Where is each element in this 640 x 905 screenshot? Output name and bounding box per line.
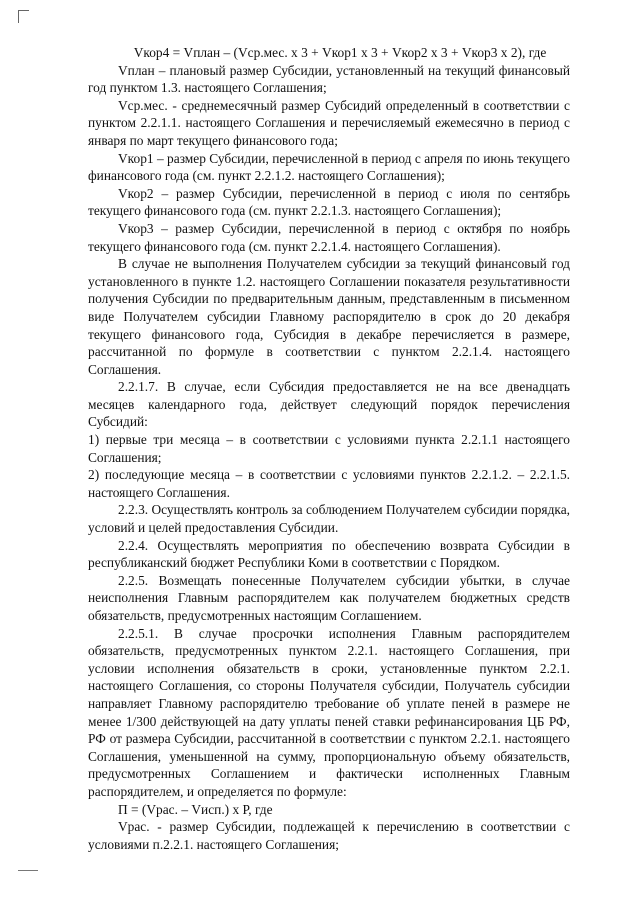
list-item-1: 1) первые три месяца – в соответствии с условиями пункта 2.2.1.1 настоящего Соглашения; xyxy=(88,432,570,465)
paragraph-vras: Vрас. - размер Субсидии, подлежащей к перечислению в соответствии с условиями п.2.2.1. настоящего Соглашения; xyxy=(88,819,570,852)
paragraph-vkor3: Vкор3 – размер Субсидии, перечисленной в период с октября по ноябрь текущего финансового года (см. пункт 2.2.1.4. настоящего Соглашения). xyxy=(88,220,570,254)
scan-edge-mark xyxy=(18,870,38,871)
list-item-2: 2) последующие месяца – в соответствии с условиями пунктов 2.2.1.2. – 2.2.1.5. настоящего Соглашения. xyxy=(88,467,570,500)
formula-penalty: П = (Vрас. – Vисп.) х Р, где xyxy=(118,801,273,817)
paragraph-2-2-4: 2.2.4. Осуществлять мероприятия по обеспечению возврата Субсидии в республиканский бюджет Республики Коми в соответствии с Порядком. xyxy=(88,537,570,571)
scan-corner-mark xyxy=(18,10,29,23)
formula-vkor4: Vкор4 = Vплан – (Vср.мес. х 3 + Vкор1 х 3 + Vкор2 х 3 + Vкор3 х 2), где xyxy=(133,45,547,60)
paragraph-2-2-5: 2.2.5. Возмещать понесенные Получателем субсидии убытки, в случае неисполнения Главным распорядителем как получателем бюджетных средств обязательств, предусмотренных настоящим Соглашением. xyxy=(88,572,570,623)
document-page xyxy=(88,44,570,853)
paragraph-vkor1: Vкор1 – размер Субсидии, перечисленной в период с апреля по июнь текущего финансового года (см. пункт 2.2.1.2. настоящего Соглашения); xyxy=(88,150,570,184)
paragraph-vplan: Vплан – плановый размер Субсидии, установленный на текущий финансовый год пунктом 1.3. настоящего Соглашения; xyxy=(88,62,570,96)
paragraph-2-2-1-7: 2.2.1.7. В случае, если Субсидия предоставляется не на все двенадцать месяцев календарного года, действует следующий порядок перечисления Субсидий: xyxy=(88,379,570,430)
paragraph-2-2-3: 2.2.3. Осуществлять контроль за соблюдением Получателем субсидии порядка, условий и целей предоставления Субсидии. xyxy=(88,502,570,536)
paragraph-2-2-5-1: 2.2.5.1. В случае просрочки исполнения Главным распорядителем обязательств, предусмотренных пунктом 2.2.1. настоящего Соглашения, при условии исполнения обязательств в сроки, установленные пунктом 2.2.1. настоящего Соглашения, со стороны Получателя субсидии, Получатель субсидии направляет Главному распорядителю требование об уплате пеней в размере не менее 1/300 действующей на дату уплаты пеней ставки рефинансирования ЦБ РФ, РФ от размера Субсидии, рассчитанной в соответствии с пунктом 2.2.1. настоящего Соглашения, уменьшенной на сумму, пропорциональную объему обязательств, предусмотренных Соглашением и фактически исполненных Главным распорядителем, и определяется по формуле: xyxy=(88,625,570,799)
paragraph-vsrmes: Vср.мес. - среднемесячный размер Субсидий определенный в соответствии с пунктом 2.2.1.1. настоящего Соглашения и перечисляемый ежемесячно в период с января по март текущего финансового года; xyxy=(88,97,570,148)
paragraph-vkor2: Vкор2 – размер Субсидии, перечисленной в период с июля по сентябрь текущего финансового года (см. пункт 2.2.1.3. настоящего Соглашения); xyxy=(88,185,570,219)
paragraph-nonfulfilment: В случае не выполнения Получателем субсидии за текущий финансовый год установленного в пункте 1.2. настоящего Соглашении показателя результативности получения Субсидии по предварительным данным, представленным в письменном виде Получателем субсидии Главному распорядителю в срок до 20 декабря текущего финансового года, Субсидия в декабре перечисляется в размере, рассчитанной по формуле в соответствии с пунктом 2.2.1.4. настоящего Соглашения. xyxy=(88,256,570,377)
